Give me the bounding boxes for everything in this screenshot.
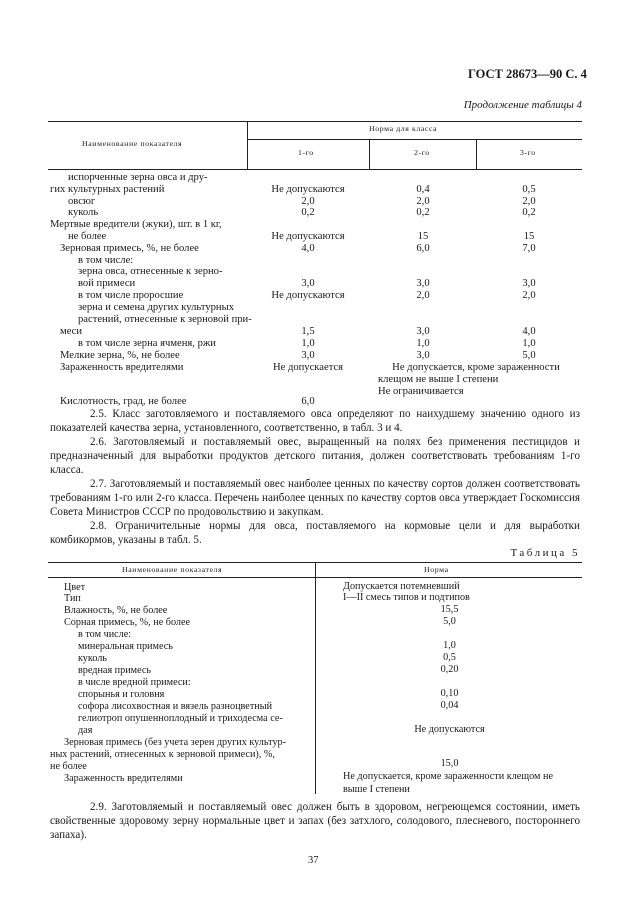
table4-row-class1-value: 4,0 (301, 243, 315, 254)
table4-row-class1-value: Не допускаются (271, 231, 345, 242)
table4-row-class3-value: 1,0 (522, 338, 536, 349)
table4-row-name: в том числе зерна ячменя, ржи (78, 338, 216, 349)
table4-row-class1-value: 1,0 (301, 338, 315, 349)
table4-row-class1-value: 6,0 (301, 396, 315, 407)
table5-row-name: дая (78, 725, 93, 736)
table5-row-name: гелиотроп опушенноплодный и триходесма се- (78, 713, 283, 724)
table4-row-name: меси (60, 326, 83, 337)
table5-row-norm: 5,0 (443, 616, 456, 627)
table4-class-1-header: 1-го (298, 148, 314, 157)
table5-row-norm: 1,0 (443, 640, 456, 651)
table5-col-divider (315, 562, 316, 794)
table5-row-norm: Не допускаются (414, 724, 485, 735)
table4-row-class2-value: 0,4 (416, 184, 430, 195)
table4-name-header: Наименование показателя (82, 139, 183, 148)
table5-caption: Таблица 5 (510, 547, 580, 559)
table4-row-name: в том числе проросшие (78, 290, 184, 301)
table5-row-name: куколь (78, 653, 108, 664)
paragraph-2-5: 2.5. Класс заготовляемого и поставляемого овса определяют по наихудшему значению одного из показателей качества зерна, установленного, соответственно, в табл. 3 и 4. (50, 408, 580, 435)
table4-row-class3-value: 15 (523, 231, 535, 242)
table4-row-class2-value: 1,0 (416, 338, 430, 349)
table4-top-rule (48, 121, 582, 122)
table4-row-name: в том числе: (78, 255, 134, 266)
table4-row-class2-value: 15 (417, 231, 429, 242)
table5-header-bottom-rule (48, 577, 582, 578)
table4-row-class2-value: Не допускается, кроме зараженности (392, 362, 560, 373)
table4-class-2-header: 2-го (414, 148, 430, 157)
table4-row-class3-value: 5,0 (522, 350, 536, 361)
table5-row-name: Зерновая примесь (без учета зерен других культур- (64, 737, 287, 748)
table5-row-name: спорынья и головня (78, 689, 165, 700)
table4-row-name: Мертвые вредители (жуки), шт. в 1 кг, (50, 219, 222, 230)
table5-row-norm: выше I степени (343, 784, 410, 795)
table4-header-bottom-rule (48, 169, 582, 170)
table5-row-name: софора лисохвостная и вязель разноцветный (78, 701, 273, 712)
table5-row-name: не более (50, 761, 87, 772)
table5-row-name: в том числе: (78, 629, 132, 640)
table4-norm-header: Норма для класса (369, 124, 438, 133)
table4-row-class2-value: 2,0 (416, 196, 430, 207)
table4-row-name: Мелкие зерна, %, не более (60, 350, 180, 361)
table4-row-name: Зерновая примесь, %, не более (60, 243, 199, 254)
table4-row-name: овсюг (68, 196, 96, 207)
table4-row-class1-value: 3,0 (301, 278, 315, 289)
table4-row-name: куколь (68, 207, 99, 218)
table4-row-name: испорченные зерна овса и дру- (68, 172, 208, 183)
table4-row-class1-value: 0,2 (301, 207, 315, 218)
table4-col-divider (247, 121, 248, 169)
table5-name-header: Наименование показателя (122, 565, 223, 574)
table5-row-norm: Не допускается, кроме зараженности клещом не (343, 771, 554, 782)
table4-row-class1-value: Не допускаются (271, 184, 345, 195)
table4-row-name: Зараженность вредителями (60, 362, 184, 373)
table5-row-norm: 0,5 (443, 652, 456, 663)
table5-row-name: Цвет (64, 582, 86, 593)
table4-row-class2-value: 3,0 (416, 350, 430, 361)
table4-row-name: гих культурных растений (50, 184, 165, 195)
table4-row-class2-value: 3,0 (416, 278, 430, 289)
table5-row-norm: 0,04 (440, 700, 459, 711)
table5-row-name: минеральная примесь (78, 641, 173, 652)
table4-row-class1-value: Не допускаются (271, 290, 345, 301)
table4-row-class1-value: Не допускается (272, 362, 344, 373)
table-continuation-label: Продолжение таблицы 4 (463, 99, 582, 111)
table4-row-class2-value: 3,0 (416, 326, 430, 337)
table4-row-class3-value: 0,5 (522, 184, 536, 195)
paragraph-2-6: 2.6. Заготовляемый и поставляемый овес, выращенный на полях без применения пестицидов и предназначенный для выработки продуктов детского питания, должен соответствовать требованиям 1-го класса. (50, 436, 580, 477)
table5-row-norm: 15,5 (440, 604, 459, 615)
table4-row-class3-value: 2,0 (522, 290, 536, 301)
paragraph-2-8: 2.8. Ограничительные нормы для овса, поставляемого на кормовые цели и для выработки комбикормов, указаны в табл. 5. (50, 520, 580, 547)
table4-row-class1-value: 1,5 (301, 326, 315, 337)
table4-row-class2-value: клещом не выше I степени (378, 374, 499, 385)
table4-row-name: зерна овса, отнесенные к зерно- (78, 266, 223, 277)
table4-row-class2-value: 2,0 (416, 290, 430, 301)
table4-row-class3-value: 7,0 (522, 243, 536, 254)
table4-row-name: зерна и семена других культурных (78, 302, 234, 313)
table4-class-divider-1 (369, 139, 370, 169)
page-header: ГОСТ 28673—90 С. 4 (468, 67, 587, 81)
table5-row-norm: I—II смесь типов и подтипов (343, 592, 470, 603)
table4-row-class3-value: 0,2 (522, 207, 536, 218)
table4-row-class3-value: 4,0 (522, 326, 536, 337)
table4-row-class2-value: 0,2 (416, 207, 430, 218)
table5-row-norm: 0,10 (440, 688, 459, 699)
table5-row-name: в числе вредной примеси: (78, 677, 191, 688)
table5-row-norm: 0,20 (440, 664, 459, 675)
table4-row-name: Кислотность, град, не более (60, 396, 187, 407)
table4-row-class3-value: 3,0 (522, 278, 536, 289)
table4-row-name: вой примеси (78, 278, 136, 289)
table5-row-name: вредная примесь (78, 665, 152, 676)
page-number: 37 (308, 855, 319, 866)
table5-row-name: Влажность, %, не более (64, 605, 168, 616)
paragraph-2-9: 2.9. Заготовляемый и поставляемый овес должен быть в здоровом, негреющемся состоянии, иметь свойственные здоровому зерну нормальные цвет и запах (без затхлого, солодового, плесневого, постороннего запаха). (50, 801, 580, 842)
table4-row-class1-value: 3,0 (301, 350, 315, 361)
table4-row-name: растений, отнесенные к зерновой при- (78, 314, 252, 325)
table5-row-name: Тип (64, 593, 81, 604)
table4-row-class2-value: Не ограничивается (378, 386, 464, 397)
table4-subheader-rule (247, 139, 582, 140)
table4-class-divider-2 (476, 139, 477, 169)
table5-row-norm: Допускается потемневший (343, 581, 460, 592)
table4-row-class3-value: 2,0 (522, 196, 536, 207)
table5-row-name: ных растений, отнесенных к зерновой примеси), %, (50, 749, 275, 760)
paragraph-2-7: 2.7. Заготовляемый и поставляемый овес наиболее ценных по качеству сортов должен соответствовать требованиям 1-го или 2-го класса. Перечень наиболее ценных по качеству сортов овса утверждает Госкомиссия Совета Министров СССР по продовольствию и закупкам. (50, 478, 580, 519)
table4-row-class2-value: 6,0 (416, 243, 430, 254)
table4-row-name: не более (68, 231, 107, 242)
table4-class-3-header: 3-го (520, 148, 536, 157)
table5-row-name: Сорная примесь, %, не более (64, 617, 191, 628)
table5-row-name: Зараженность вредителями (64, 773, 183, 784)
table4-row-class1-value: 2,0 (301, 196, 315, 207)
table5-row-norm: 15,0 (440, 758, 459, 769)
table5-norm-header: Норма (424, 565, 449, 574)
